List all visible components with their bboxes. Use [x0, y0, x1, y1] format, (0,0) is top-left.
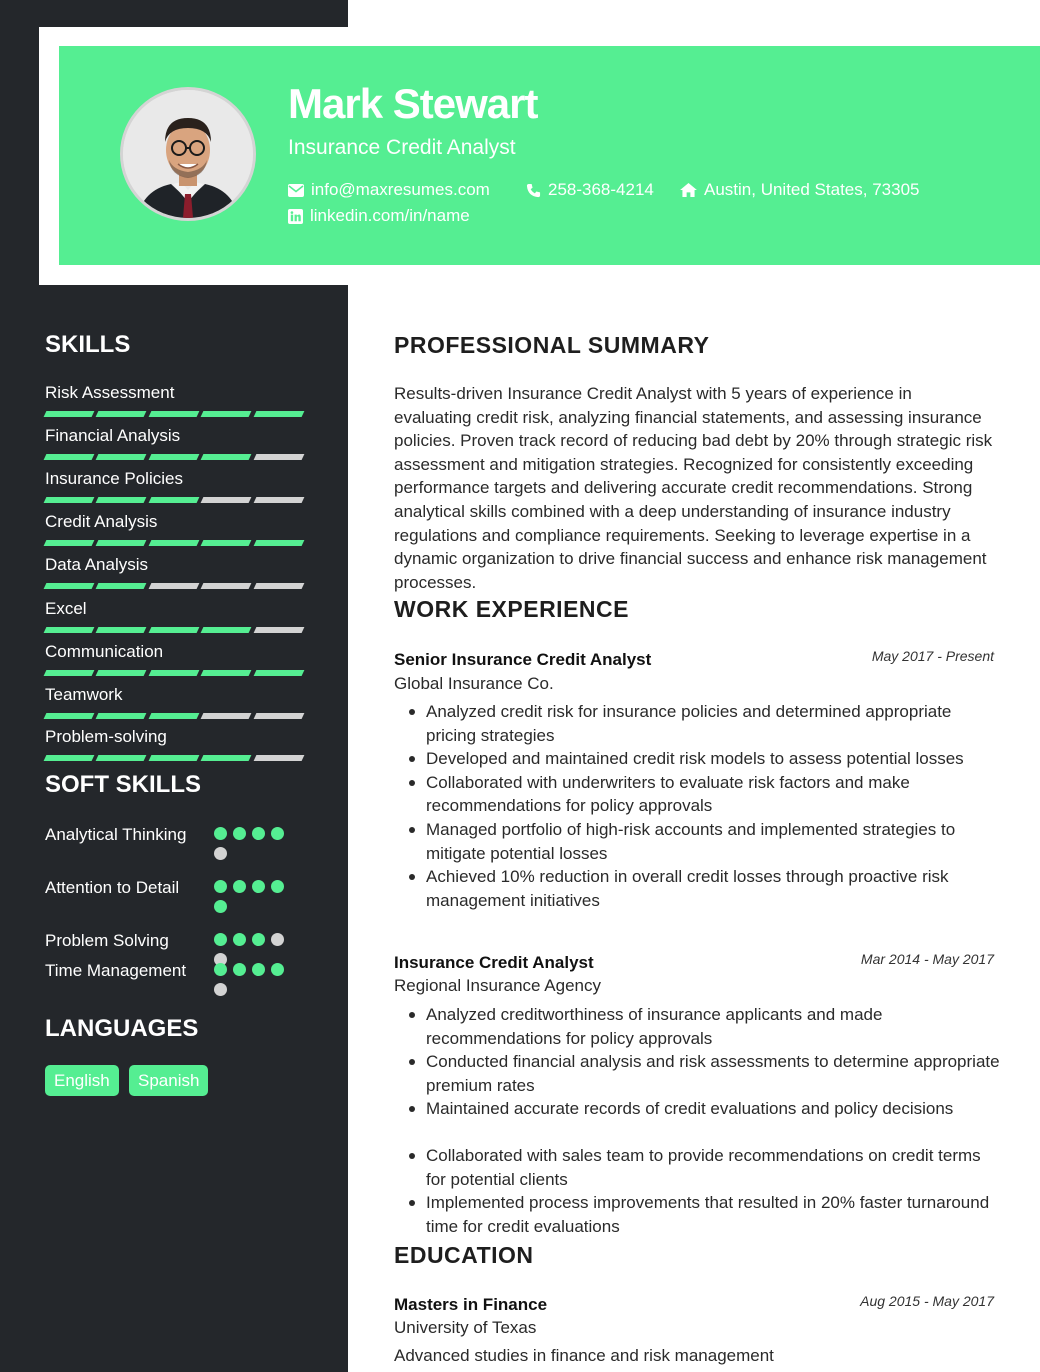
list-item: Analyzed creditworthiness of insurance applicants and made recommendations for policy approvals — [404, 1003, 1004, 1050]
skill-level-segment — [44, 755, 95, 761]
skill-level-segment — [253, 540, 304, 546]
skill-level-segment — [253, 454, 304, 460]
rating-dot — [252, 963, 265, 976]
skill-label: Financial Analysis — [45, 426, 181, 445]
skill-level-segment — [201, 497, 252, 503]
skill-level-segment — [253, 497, 304, 503]
soft-skill-rating — [214, 963, 290, 996]
education-dates: Aug 2015 - May 2017 — [860, 1293, 994, 1309]
skill-level-segment — [96, 583, 147, 589]
skill-level-segment — [201, 540, 252, 546]
phone-text[interactable]: 258-368-4214 — [548, 180, 654, 199]
language-pill-english: English — [45, 1065, 119, 1096]
skills-heading: SKILLS — [45, 331, 131, 358]
skill-label: Teamwork — [45, 685, 123, 704]
list-item: Conducted financial analysis and risk assessments to determine appropriate premium rates — [404, 1050, 1004, 1097]
skill-level-segment — [148, 497, 199, 503]
skill-level-segment — [253, 755, 304, 761]
skill-level-segment — [44, 713, 95, 719]
skill-level-segment — [148, 583, 199, 589]
contact-location — [680, 180, 919, 200]
rating-dot — [214, 963, 227, 976]
school-name: University of Texas — [394, 1318, 537, 1337]
soft-skill-rating — [214, 880, 290, 913]
job-dates: May 2017 - Present — [871, 648, 994, 664]
list-item: Maintained accurate records of credit evaluations and policy decisions — [404, 1097, 1004, 1144]
skill-level-segment — [201, 713, 252, 719]
skill-level-bar — [45, 713, 303, 719]
skill-level-segment — [148, 670, 199, 676]
skill-level-segment — [201, 670, 252, 676]
skill-level-bar — [45, 627, 303, 633]
soft-skill-label: Attention to Detail — [45, 878, 180, 897]
education-heading: EDUCATION — [394, 1242, 534, 1268]
skill-level-segment — [96, 540, 147, 546]
soft-skill-rating — [214, 933, 290, 966]
skill-level-bar — [45, 454, 303, 460]
rating-dot — [214, 900, 227, 913]
summary-heading: PROFESSIONAL SUMMARY — [394, 332, 710, 358]
skill-label: Problem-solving — [45, 727, 167, 746]
skill-level-bar — [45, 540, 303, 546]
skill-level-bar — [45, 411, 303, 417]
skill-level-segment — [96, 627, 147, 633]
soft-skill-label: Problem Solving — [45, 931, 169, 950]
soft-skill-rating — [214, 827, 290, 860]
job-bullets — [404, 1003, 1004, 1238]
skill-level-segment — [96, 670, 147, 676]
list-item: Developed and maintained credit risk models to assess potential losses — [404, 747, 1004, 771]
skill-level-bar — [45, 755, 303, 761]
rating-dot — [271, 827, 284, 840]
skill-level-segment — [44, 454, 95, 460]
job-bullets — [404, 700, 1004, 912]
skill-level-bar — [45, 497, 303, 503]
rating-dot — [214, 827, 227, 840]
education-description: Advanced studies in finance and risk management — [394, 1346, 774, 1365]
email-text[interactable]: info@maxresumes.com — [311, 180, 490, 199]
job-company: Global Insurance Co. — [394, 674, 554, 693]
rating-dot — [214, 880, 227, 893]
list-item: Collaborated with sales team to provide recommendations on credit terms for potential clients — [404, 1144, 1004, 1191]
degree-title: Masters in Finance — [394, 1295, 548, 1314]
skill-level-segment — [148, 540, 199, 546]
linkedin-text[interactable]: linkedin.com/in/name — [310, 206, 470, 225]
skill-label: Insurance Policies — [45, 469, 183, 488]
skill-level-bar — [45, 583, 303, 589]
rating-dot — [233, 827, 246, 840]
rating-dot — [271, 880, 284, 893]
skill-level-segment — [44, 411, 95, 417]
soft-skill-label: Analytical Thinking — [45, 825, 187, 844]
soft-skills-heading: SOFT SKILLS — [45, 771, 201, 798]
skill-level-segment — [148, 411, 199, 417]
list-item: Achieved 10% reduction in overall credit losses through proactive risk management initiatives — [404, 865, 1004, 912]
rating-dot — [214, 847, 227, 860]
skill-level-segment — [96, 497, 147, 503]
candidate-name: Mark Stewart — [288, 80, 538, 127]
skill-level-segment — [201, 454, 252, 460]
phone-icon — [526, 183, 541, 198]
contact-phone[interactable] — [526, 180, 654, 200]
rating-dot — [271, 963, 284, 976]
rating-dot — [233, 963, 246, 976]
skill-level-segment — [253, 713, 304, 719]
skill-level-segment — [253, 411, 304, 417]
list-item: Analyzed credit risk for insurance policies and determined appropriate pricing strategies — [404, 700, 1004, 747]
skill-label: Risk Assessment — [45, 383, 175, 402]
skill-level-segment — [96, 411, 147, 417]
list-item: Collaborated with underwriters to evaluate risk factors and make recommendations for policy approvals — [404, 771, 1004, 818]
skill-level-segment — [201, 627, 252, 633]
skill-label: Excel — [45, 599, 87, 618]
list-item: Managed portfolio of high-risk accounts and implemented strategies to mitigate potential losses — [404, 818, 1004, 865]
skill-level-segment — [96, 454, 147, 460]
skill-label: Credit Analysis — [45, 512, 158, 531]
skill-level-segment — [201, 755, 252, 761]
skill-level-segment — [148, 713, 199, 719]
location-text: Austin, United States, 73305 — [704, 180, 920, 199]
skill-level-segment — [44, 540, 95, 546]
skill-level-segment — [201, 583, 252, 589]
person-portrait-icon — [123, 90, 253, 218]
skill-level-bar — [45, 670, 303, 676]
envelope-icon — [288, 184, 304, 197]
contact-email[interactable] — [288, 180, 490, 200]
rating-dot — [214, 933, 227, 946]
languages-heading: LANGUAGES — [45, 1015, 199, 1042]
skill-level-segment — [253, 627, 304, 633]
rating-dot — [233, 880, 246, 893]
rating-dot — [252, 880, 265, 893]
skill-level-segment — [44, 497, 95, 503]
linkedin-icon — [288, 209, 303, 224]
skill-level-segment — [253, 583, 304, 589]
rating-dot — [233, 933, 246, 946]
skill-level-segment — [44, 627, 95, 633]
skill-label: Data Analysis — [45, 555, 148, 574]
job-dates: Mar 2014 - May 2017 — [860, 951, 994, 967]
skill-level-segment — [44, 583, 95, 589]
contact-linkedin[interactable] — [288, 206, 470, 226]
list-item: Implemented process improvements that resulted in 20% faster turnaround time for credit evaluations — [404, 1191, 1004, 1238]
profile-photo — [120, 87, 256, 221]
experience-heading: WORK EXPERIENCE — [394, 596, 629, 622]
skill-level-segment — [44, 670, 95, 676]
skill-level-segment — [148, 454, 199, 460]
rating-dot — [214, 983, 227, 996]
skill-level-segment — [148, 755, 199, 761]
skill-level-segment — [253, 670, 304, 676]
job-company: Regional Insurance Agency — [394, 976, 601, 995]
job-title: Insurance Credit Analyst — [394, 953, 594, 972]
home-icon — [680, 183, 697, 197]
summary-text: Results-driven Insurance Credit Analyst with 5 years of experience in evaluating credit risk, analyzing financial statements, and assessing insurance policies. Proven track record of reducing bad debt by 20% through strategic risk assessment and mitigation strategies. Recognized for consistently exceeding performance targets and delivering accurate credit recommendations. Strong analytical skills combined with a deep understanding of insurance industry regulations and compliance requirements. Seeking to leverage expertise in a dynamic organization to drive financial success and enhance risk management processes. — [394, 384, 993, 592]
skill-level-segment — [96, 755, 147, 761]
job-title: Senior Insurance Credit Analyst — [394, 650, 652, 669]
skill-label: Communication — [45, 642, 164, 661]
skill-level-segment — [201, 411, 252, 417]
rating-dot — [252, 933, 265, 946]
candidate-title: Insurance Credit Analyst — [288, 136, 516, 159]
rating-dot — [252, 827, 265, 840]
soft-skill-label: Time Management — [45, 961, 187, 980]
language-pill-spanish: Spanish — [129, 1065, 208, 1096]
skill-level-segment — [96, 713, 147, 719]
skill-level-segment — [148, 627, 199, 633]
rating-dot — [271, 933, 284, 946]
